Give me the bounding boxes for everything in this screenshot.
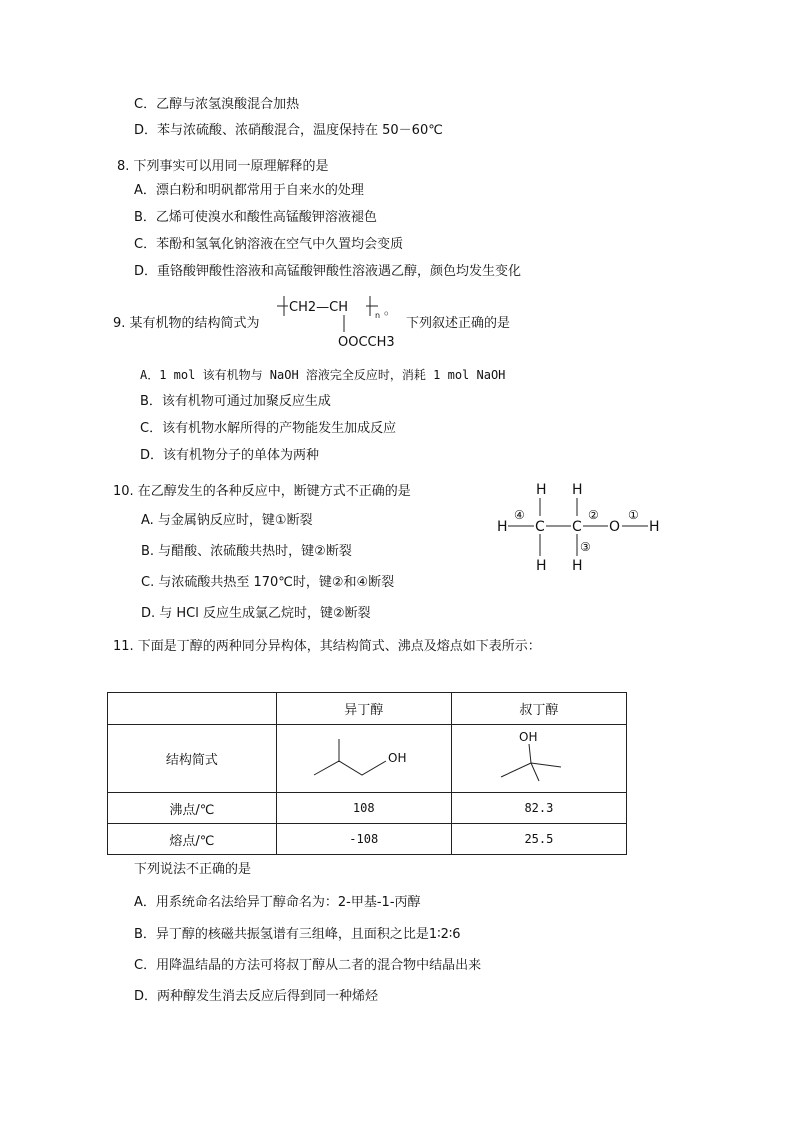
table-header-tert-butanol: 叔丁醇 — [451, 693, 626, 725]
table-header-row — [108, 693, 627, 725]
table-cell-label: 沸点/℃ — [108, 793, 277, 824]
atom-c-1: C — [535, 519, 545, 535]
atom-c-2: C — [572, 519, 582, 535]
atom-h-left: H — [497, 519, 508, 535]
atom-h-bottom-2: H — [572, 558, 583, 574]
table-cell-value: 25.5 — [451, 824, 626, 855]
tert-butanol-oh-label: OH — [518, 729, 538, 744]
q10-stem: 10. 在乙醇发生的各种反应中，断键方式不正确的是 — [113, 484, 411, 499]
q9-dot: 。 — [384, 303, 397, 317]
q10-option-d: D. 与 HCl 反应生成氯乙烷时，键②断裂 — [141, 606, 371, 621]
bond-label-4: ④ — [514, 508, 525, 522]
q7-option-c: C．乙醇与浓氢溴酸混合加热 — [134, 97, 300, 112]
q9-option-d: D．该有机物分子的单体为两种 — [140, 448, 320, 463]
q9-subscript-n: n — [375, 311, 381, 320]
q11-option-d: D．两种醇发生消去反应后得到同一种烯烃 — [134, 989, 379, 1004]
q11-sub-stem: 下列说法不正确的是 — [134, 862, 252, 877]
table-cell-isobutanol-structure — [276, 725, 451, 793]
table-cell-label: 熔点/℃ — [108, 824, 277, 855]
q9-option-b: B．该有机物可通过加聚反应生成 — [140, 394, 331, 409]
table-cell-value: -108 — [276, 824, 451, 855]
q9-polymer-structure — [274, 288, 406, 352]
table-row-structure — [108, 725, 627, 793]
ethanol-bond-diagram — [494, 476, 674, 576]
atom-h-top-2: H — [572, 482, 583, 498]
q7-option-d: D．苯与浓硫酸、浓硝酸混合，温度保持在 50－60℃ — [134, 123, 443, 138]
table-cell-tert-butanol-structure — [451, 725, 626, 793]
atom-h-bottom-1: H — [536, 558, 547, 574]
q11-option-b: B．异丁醇的核磁共振氢谱有三组峰，且面积之比是1∶2∶6 — [134, 927, 461, 942]
q10-option-c: C. 与浓硫酸共热至 170℃时，键②和④断裂 — [141, 575, 395, 590]
q8-option-d: D．重铬酸钾酸性溶液和高锰酸钾酸性溶液遇乙醇，颜色均发生变化 — [134, 264, 522, 279]
table-row — [108, 793, 627, 824]
atom-h-top-1: H — [536, 482, 547, 498]
isobutanol-oh-label: OH — [387, 750, 407, 765]
bond-label-1: ① — [628, 508, 639, 522]
table-header-isobutanol: 异丁醇 — [276, 693, 451, 725]
q9-option-a: A．1 mol 该有机物与 NaOH 溶液完全反应时，消耗 1 mol NaOH — [140, 368, 506, 382]
butanol-table — [107, 692, 627, 855]
q8-stem: 8. 下列事实可以用同一原理解释的是 — [117, 159, 329, 174]
q11-option-a: A．用系统命名法给异丁醇命名为：2-甲基-1-丙醇 — [134, 895, 421, 910]
q8-option-b: B．乙烯可使溴水和酸性高锰酸钾溶液褪色 — [134, 210, 377, 225]
tert-butanol-skeletal-formula — [479, 727, 599, 787]
bond-label-3: ③ — [580, 540, 591, 554]
atom-h-right: H — [649, 519, 660, 535]
q10-option-a: A. 与金属钠反应时，键①断裂 — [141, 513, 313, 528]
bond-label-2: ② — [588, 508, 599, 522]
table-header-empty — [108, 693, 277, 725]
q9-stem-before: 9. 某有机物的结构简式为 — [113, 316, 260, 331]
q9-branch: OOCCH3 — [338, 335, 395, 350]
q9-main-chain: CH2—CH — [289, 300, 348, 315]
q8-option-c: C．苯酚和氢氧化钠溶液在空气中久置均会变质 — [134, 237, 404, 252]
q9-option-c: C．该有机物水解所得的产物能发生加成反应 — [140, 421, 397, 436]
q11-stem: 11. 下面是丁醇的两种同分异构体，其结构简式、沸点及熔点如下表所示： — [113, 639, 541, 654]
q9-stem-after: 下列叙述正确的是 — [406, 316, 511, 331]
q11-option-c: C．用降温结晶的方法可将叔丁醇从二者的混合物中结晶出来 — [134, 958, 482, 973]
table-cell-value: 82.3 — [451, 793, 626, 824]
q10-option-b: B. 与醋酸、浓硫酸共热时，键②断裂 — [141, 544, 352, 559]
q8-option-a: A．漂白粉和明矾都常用于自来水的处理 — [134, 183, 364, 198]
table-cell-structure-label: 结构简式 — [108, 725, 277, 793]
atom-o: O — [609, 519, 621, 535]
isobutanol-skeletal-formula — [304, 727, 424, 787]
table-row — [108, 824, 627, 855]
table-cell-value: 108 — [276, 793, 451, 824]
